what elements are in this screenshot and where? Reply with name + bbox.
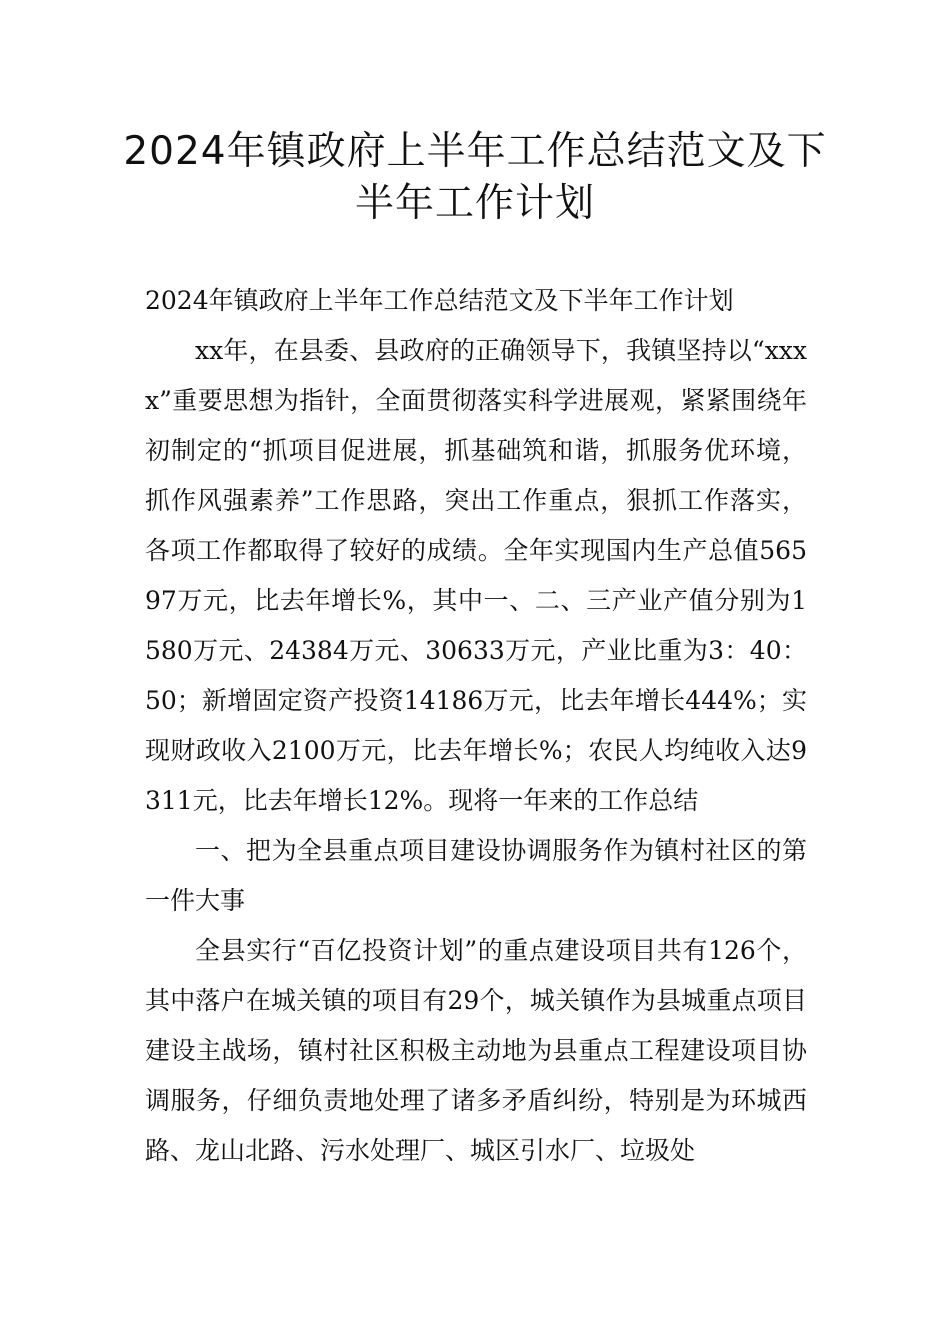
section-paragraph: 全县实行“百亿投资计划”的重点建设项目共有126个，其中落户在城关镇的项目有29个，城关镇作为县城重点项目建设主战场，镇村社区积极主动地为县重点工程建设项目协调服务，仔细负责地处理了诸多矛盾纠纷，特别是为环城西路、龙山北路、污水处理厂、城区引水厂、垃圾处	[145, 936, 807, 1165]
subtitle-paragraph: 2024年镇政府上半年工作总结范文及下半年工作计划	[145, 286, 734, 315]
title-line-1: 2024年镇政府上半年工作总结范文及下	[123, 129, 827, 174]
document-title	[100, 126, 850, 230]
document-body	[145, 276, 807, 1176]
intro-paragraph: xx年，在县委、县政府的正确领导下，我镇坚持以“xxxx”重要思想为指针，全面贯彻落实科学进展观，紧紧围绕年初制定的“抓项目促进展，抓基础筑和谐，抓服务优环境，抓作风强素养”工作思路，突出工作重点，狠抓工作落实，各项工作都取得了较好的成绩。全年实现国内生产总值56597万元，比去年增长%，其中一、二、三产业产值分别为1580万元、24384万元、30633万元，产业比重为3：40：50；新增固定资产投资14186万元，比去年增长444%；实现财政收入2100万元，比去年增长%；农民人均纯收入达9311元，比去年增长12%。现将一年来的工作总结	[145, 336, 807, 815]
title-line-2: 半年工作计划	[354, 181, 595, 226]
section-heading: 一、把为全县重点项目建设协调服务作为镇村社区的第一件大事	[145, 836, 807, 915]
